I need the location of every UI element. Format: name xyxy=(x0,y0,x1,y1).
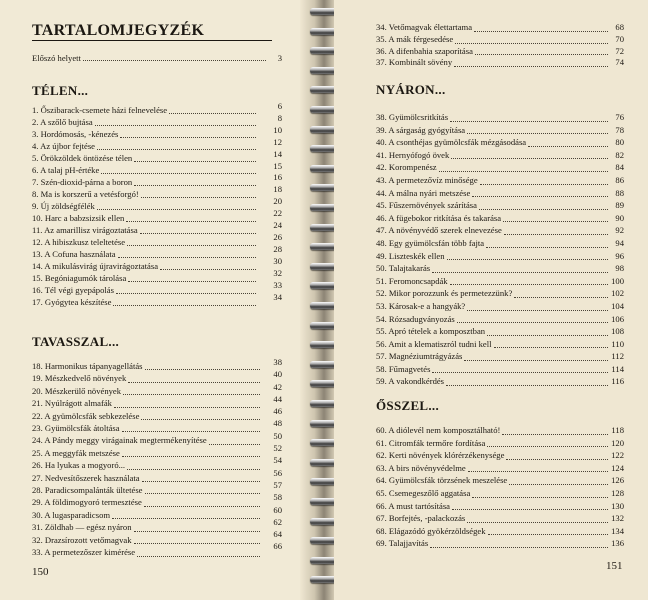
toc-entry-page: 30 xyxy=(273,255,282,266)
toc-entry-title: 16. Tél végi gyepápolás xyxy=(32,285,114,295)
dot-leader xyxy=(101,165,256,174)
toc-entry-title: 48. Egy gyümölcsfán több fajta xyxy=(376,237,485,248)
toc-entry xyxy=(376,375,624,388)
toc-entry-page: 50 xyxy=(273,430,282,441)
dot-leader xyxy=(457,314,608,323)
dot-leader xyxy=(464,352,608,361)
toc-entry-page: 15 xyxy=(273,160,282,171)
dot-leader xyxy=(134,523,260,532)
dot-leader xyxy=(95,117,256,126)
toc-entry xyxy=(32,360,262,372)
toc-entry-title: 14. A mikulásvirág újravirágoztatása xyxy=(32,261,159,271)
toc-entry-page: 114 xyxy=(611,363,624,374)
section-title-summer: NYÁRON... xyxy=(376,82,446,97)
dot-leader xyxy=(83,52,266,61)
toc-entry-page: 18 xyxy=(273,184,282,195)
dot-leader xyxy=(430,539,608,548)
toc-entry-title: 62. Kerti növények klórérzékenysége xyxy=(376,450,505,461)
toc-entry-page: 94 xyxy=(615,237,624,248)
toc-entry-page: 104 xyxy=(611,300,624,311)
toc-entry-title: 61. Citromfák termőre fordítása xyxy=(376,437,486,448)
toc-entry xyxy=(32,296,258,308)
toc-entry-page: 126 xyxy=(611,475,624,486)
dot-leader xyxy=(114,399,260,408)
toc-entry-page: 76 xyxy=(615,112,624,122)
dot-leader xyxy=(475,46,608,55)
dot-leader xyxy=(487,438,608,447)
toc-entry-title: 20. Mészkerülő növények xyxy=(32,385,122,396)
page-column-spring xyxy=(262,356,282,553)
toc-entry-title: 28. Paradicsompalánták ültetése xyxy=(32,485,143,496)
toc-entry-title: 7. Szén-dioxid-párna a boron xyxy=(32,177,133,187)
dot-leader xyxy=(116,285,256,294)
toc-entry-title: 4. Az újbor fejtése xyxy=(32,141,96,151)
toc-entry-page: 122 xyxy=(611,450,624,461)
toc-entry-page: 98 xyxy=(615,263,624,274)
toc-entry-title: 59. A vakondkérdés xyxy=(376,376,445,387)
toc-entry-page: 62 xyxy=(273,516,282,527)
toc-entry-title: 12. A hibiszkusz teleltetése xyxy=(32,237,126,247)
toc-entry xyxy=(32,236,258,248)
dot-leader xyxy=(488,526,608,535)
toc-entry-page: 90 xyxy=(615,212,624,223)
toc-entry-title: 31. Zöldhab — egész nyáron xyxy=(32,522,132,533)
toc-entry xyxy=(32,534,262,546)
toc-entry-page: 52 xyxy=(273,443,282,454)
toc-entry xyxy=(376,500,624,513)
toc-entry xyxy=(376,237,624,250)
toc-entry xyxy=(376,474,624,487)
toc-entry-title: 69. Talajjavítás xyxy=(376,538,429,549)
toc-entry-title: 52. Mikor porozzunk és permetezzünk? xyxy=(376,288,513,299)
dot-leader xyxy=(504,226,608,235)
dot-leader xyxy=(446,377,608,386)
toc-entry xyxy=(376,174,624,187)
toc-entry-title: 54. Rózsadugványozás xyxy=(376,313,455,324)
toc-entry-title: 49. Liszteskék ellen xyxy=(376,250,445,261)
toc-entry-title: 6. A talaj pH-értéke xyxy=(32,165,100,175)
toc-entry-page: 102 xyxy=(611,288,624,299)
toc-entry xyxy=(32,224,258,236)
toc-entry-page: 34 xyxy=(273,291,282,302)
dot-leader xyxy=(528,138,608,147)
dot-leader xyxy=(134,153,256,162)
dot-leader xyxy=(160,261,256,270)
toc-entry-page: 32 xyxy=(273,267,282,278)
toc-entry-page: 57 xyxy=(273,479,282,490)
dot-leader xyxy=(145,361,261,370)
toc-entry xyxy=(32,434,262,446)
toc-entry xyxy=(32,176,258,188)
toc-entry xyxy=(376,111,624,124)
toc-entry xyxy=(32,284,258,296)
toc-entry-page: 44 xyxy=(273,393,282,404)
toc-entry-title: 67. Borfejtés, -palackozás xyxy=(376,513,466,524)
toc-entry-title: 1. Őszibarack-csemete házi felnevelése xyxy=(32,105,168,115)
toc-entry xyxy=(376,161,624,174)
toc-entry xyxy=(32,152,258,164)
toc-entry xyxy=(376,250,624,263)
toc-entry xyxy=(376,187,624,200)
toc-entry xyxy=(376,449,624,462)
toc-entry xyxy=(376,462,624,475)
toc-entry xyxy=(376,124,624,137)
toc-entry-page: 72 xyxy=(615,45,624,56)
toc-entry xyxy=(32,422,262,434)
toc-entry xyxy=(32,397,262,409)
toc-entry xyxy=(32,447,262,459)
toc-entry-page: 68 xyxy=(615,22,624,32)
toc-entry xyxy=(32,546,262,558)
foreword-entry xyxy=(32,52,282,63)
toc-entry-title: 47. A növényvédő szerek elnevezése xyxy=(376,225,502,236)
dot-leader xyxy=(454,58,608,67)
dot-leader xyxy=(123,386,260,395)
toc-entry-page: 86 xyxy=(615,174,624,185)
toc-entry-page: 8 xyxy=(277,112,282,123)
toc-entry-title: 21. Nyúlrágott almafák xyxy=(32,398,112,409)
toc-entry-page: 26 xyxy=(273,231,282,242)
toc-entry-title: 45. Fűszernövények szárítása xyxy=(376,200,477,211)
toc-entry xyxy=(32,472,262,484)
toc-entry-title: 34. Vetőmagvak élettartama xyxy=(376,22,473,32)
toc-entry-title: 36. A difenbahia szaporítása xyxy=(376,45,473,56)
toc-entry-title: 43. A permetezővíz minősége xyxy=(376,174,478,185)
toc-entry-page: 96 xyxy=(615,250,624,261)
toc-entry xyxy=(376,224,624,237)
toc-entry-title: 11. Az amarillisz virágoztatása xyxy=(32,225,138,235)
toc-entry-title: 60. A diólevél nem komposztálható! xyxy=(376,425,501,435)
toc-entry xyxy=(376,350,624,363)
dot-leader xyxy=(514,289,608,298)
toc-entry-title: 8. Ma is korszerű a vetésforgó! xyxy=(32,189,139,199)
toc-entry-page: 56 xyxy=(273,467,282,478)
toc-list-winter xyxy=(32,104,258,308)
toc-entry-page: 64 xyxy=(273,529,282,540)
dot-leader xyxy=(141,411,260,420)
toc-entry-page: 80 xyxy=(615,137,624,148)
section-title-winter: TÉLEN... xyxy=(32,83,89,98)
dot-leader xyxy=(503,213,608,222)
toc-entry-title: 32. Drazsírozott vetőmagvak xyxy=(32,534,132,545)
toc-entry-page: 70 xyxy=(615,33,624,44)
toc-entry xyxy=(32,52,282,63)
toc-entry xyxy=(376,363,624,376)
toc-entry xyxy=(32,385,262,397)
toc-entry xyxy=(32,188,258,200)
section-title-spring: TAVASSZAL... xyxy=(32,334,120,349)
toc-list-summer xyxy=(376,111,624,388)
dot-leader xyxy=(467,514,608,523)
toc-entry-title: 18. Harmonikus tápanyagellátás xyxy=(32,361,143,371)
toc-entry xyxy=(32,104,258,116)
dot-leader xyxy=(120,129,256,138)
toc-entry-page: 16 xyxy=(273,172,282,183)
toc-entry-title: 57. Magnéziumtrágyázás xyxy=(376,351,463,362)
toc-entry-title: 68. Elágazódó gyökérzöldségek xyxy=(376,525,486,536)
dot-leader xyxy=(472,188,608,197)
toc-entry-title: 13. A Cofuna használata xyxy=(32,249,116,259)
toc-entry-page: 88 xyxy=(615,187,624,198)
toc-entry xyxy=(32,140,258,152)
toc-entry-title: 66. A must tartósítása xyxy=(376,500,450,511)
toc-entry xyxy=(376,199,624,212)
dot-leader xyxy=(502,426,608,435)
dot-leader xyxy=(480,176,608,185)
dot-leader xyxy=(472,489,608,498)
toc-entry-page: 116 xyxy=(611,376,624,387)
dot-leader xyxy=(141,189,256,198)
toc-entry-page: 24 xyxy=(273,220,282,231)
toc-entry-page: 48 xyxy=(273,418,282,429)
toc-entry xyxy=(376,57,624,69)
dot-leader xyxy=(467,302,608,311)
toc-entry xyxy=(32,496,262,508)
toc-entry xyxy=(376,275,624,288)
toc-entry-title: 9. Új zöldségfélék xyxy=(32,201,95,211)
dot-leader xyxy=(128,374,260,383)
toc-entry xyxy=(32,372,262,384)
toc-list-summer-continued xyxy=(376,22,624,69)
toc-entry xyxy=(376,313,624,326)
toc-entry xyxy=(376,262,624,275)
toc-entry-page: 130 xyxy=(611,500,624,511)
toc-entry-title: 2. A szőlő bujtása xyxy=(32,117,93,127)
right-page xyxy=(334,0,648,600)
toc-entry-page: 124 xyxy=(611,462,624,473)
dot-leader xyxy=(122,423,260,432)
toc-entry-title: 51. Feromoncsapdák xyxy=(376,275,448,286)
toc-entry-page: 33 xyxy=(273,279,282,290)
toc-entry xyxy=(376,46,624,58)
dot-leader xyxy=(452,501,608,510)
toc-entry xyxy=(376,22,624,34)
toc-entry-page: 120 xyxy=(611,437,624,448)
toc-entry xyxy=(32,509,262,521)
toc-entry-title: 26. Ha lyukas a mogyoró... xyxy=(32,460,126,471)
toc-entry xyxy=(376,512,624,525)
dot-leader xyxy=(494,339,608,348)
toc-entry-title: 46. A fügebokor ritkítása és takarása xyxy=(376,212,502,223)
dot-leader xyxy=(450,113,608,122)
dot-leader xyxy=(145,485,261,494)
toc-entry-page: 42 xyxy=(273,381,282,392)
page-title: TARTALOMJEGYZÉK xyxy=(32,22,205,39)
toc-entry-title: 50. Talajtakarás xyxy=(376,263,431,274)
dot-leader xyxy=(137,548,260,557)
dot-leader xyxy=(509,476,608,485)
toc-entry-page: 106 xyxy=(611,313,624,324)
toc-entry xyxy=(376,300,624,313)
toc-entry-page: 132 xyxy=(611,513,624,524)
toc-entry xyxy=(376,537,624,550)
toc-entry-title: 17. Gyógytea készítése xyxy=(32,297,112,307)
toc-entry xyxy=(32,128,258,140)
toc-entry xyxy=(32,272,258,284)
toc-entry-title: 29. A földimogyoró termesztése xyxy=(32,497,142,508)
toc-entry-page: 46 xyxy=(273,406,282,417)
toc-entry xyxy=(32,116,258,128)
dot-leader xyxy=(127,461,260,470)
left-page xyxy=(0,0,314,600)
toc-entry-page: 14 xyxy=(273,148,282,159)
toc-entry xyxy=(376,437,624,450)
dot-leader xyxy=(126,213,256,222)
toc-entry-page: 136 xyxy=(611,538,624,549)
dot-leader xyxy=(432,364,608,373)
toc-entry-page: 108 xyxy=(611,326,624,337)
toc-entry-title: 44. A málna nyári metszése xyxy=(376,187,471,198)
dot-leader xyxy=(479,201,608,210)
toc-entry-title: 10. Harc a babzsizsik ellen xyxy=(32,213,125,223)
toc-entry xyxy=(32,212,258,224)
toc-entry-title: 33. A permetezőszer kimérése xyxy=(32,547,136,558)
toc-list-spring xyxy=(32,360,262,559)
dot-leader xyxy=(97,141,256,150)
toc-entry-title: 23. Gyümölcsfák átoltása xyxy=(32,423,120,434)
toc-entry-page: 22 xyxy=(273,208,282,219)
dot-leader xyxy=(122,448,260,457)
toc-entry-title: 35. A mák férgesedése xyxy=(376,33,454,44)
dot-leader xyxy=(468,463,608,472)
toc-entry-page: 10 xyxy=(273,124,282,135)
toc-entry-page: 89 xyxy=(615,200,624,211)
dot-leader xyxy=(97,201,256,210)
toc-entry xyxy=(376,487,624,500)
dot-leader xyxy=(209,436,260,445)
toc-entry-page: 20 xyxy=(273,196,282,207)
dot-leader xyxy=(140,225,256,234)
toc-entry-page: 3 xyxy=(277,53,282,63)
toc-entry-title: 38. Gyümölcsritkítás xyxy=(376,112,449,122)
toc-entry-title: 15. Begóniagumók tárolása xyxy=(32,273,127,283)
page-number-left: 150 xyxy=(32,566,49,578)
toc-entry-title: 25. A meggyfák metszése xyxy=(32,447,120,458)
toc-entry-page: 38 xyxy=(273,357,282,367)
toc-entry-page: 112 xyxy=(611,351,624,362)
toc-entry xyxy=(32,459,262,471)
toc-entry-page: 128 xyxy=(611,487,624,498)
dot-leader xyxy=(474,23,608,32)
toc-entry-title: 27. Nedvesítőszerek használata xyxy=(32,472,140,483)
toc-entry xyxy=(376,325,624,338)
toc-entry-page: 74 xyxy=(615,57,624,68)
toc-entry-title: 64. Gyümölcsfák törzsének meszelése xyxy=(376,475,508,486)
toc-entry-page: 92 xyxy=(615,225,624,236)
toc-entry xyxy=(32,484,262,496)
toc-entry-title: 19. Mészkedvelő növények xyxy=(32,373,127,384)
toc-entry-title: 56. Amit a klematiszról tudni kell xyxy=(376,338,492,349)
toc-entry xyxy=(376,149,624,162)
dot-leader xyxy=(128,273,256,282)
toc-entry-page: 28 xyxy=(273,243,282,254)
dot-leader xyxy=(450,276,608,285)
toc-entry-page: 84 xyxy=(615,162,624,173)
dot-leader xyxy=(118,249,256,258)
toc-entry-page: 6 xyxy=(277,101,282,111)
title-underline xyxy=(32,40,272,41)
toc-entry xyxy=(376,287,624,300)
section-title-autumn: ŐSSZEL... xyxy=(376,398,440,413)
toc-entry-title: 22. A gyümölcsfák sebkezelése xyxy=(32,410,140,421)
dot-leader xyxy=(486,239,608,248)
toc-entry-title: 58. Fűmagvetés xyxy=(376,363,431,374)
page-column-winter xyxy=(262,101,282,303)
toc-entry-title: Előszó helyett xyxy=(32,53,81,63)
toc-entry xyxy=(32,260,258,272)
toc-entry xyxy=(376,136,624,149)
toc-entry xyxy=(32,164,258,176)
toc-entry-title: 40. A csonthéjas gyümölcsfák mézgásodása xyxy=(376,137,527,148)
toc-entry-page: 100 xyxy=(611,275,624,286)
toc-entry-title: 55. Apró tételek a komposztban xyxy=(376,326,486,337)
toc-entry xyxy=(32,200,258,212)
dot-leader xyxy=(451,150,608,159)
page-number-right: 151 xyxy=(606,560,623,572)
toc-entry xyxy=(32,248,258,260)
toc-entry-page: 66 xyxy=(273,541,282,552)
toc-entry-page: 82 xyxy=(615,149,624,160)
toc-list-autumn xyxy=(376,424,624,550)
toc-entry-page: 54 xyxy=(273,455,282,466)
toc-entry-title: 42. Korompenész xyxy=(376,162,437,173)
dot-leader xyxy=(432,264,608,273)
toc-entry-page: 110 xyxy=(611,338,624,349)
toc-entry-title: 5. Örökzöldek öntözése télen xyxy=(32,153,133,163)
toc-entry xyxy=(376,34,624,46)
dot-leader xyxy=(455,35,608,44)
toc-entry-title: 39. A sárgaság gyógyítása xyxy=(376,124,466,135)
dot-leader xyxy=(113,297,256,306)
toc-entry-title: 30. A lugasparadicsom xyxy=(32,509,111,520)
toc-entry-page: 118 xyxy=(611,425,624,435)
toc-entry xyxy=(32,521,262,533)
toc-entry-title: 37. Kombinált sövény xyxy=(376,57,453,68)
dot-leader xyxy=(487,327,608,336)
toc-entry-page: 12 xyxy=(273,136,282,147)
toc-entry-title: 53. Károsak-e a hangyák? xyxy=(376,300,466,311)
dot-leader xyxy=(142,473,260,482)
dot-leader xyxy=(467,125,608,134)
toc-entry-title: 63. A birs növényvédelme xyxy=(376,462,466,473)
toc-entry-page: 40 xyxy=(273,369,282,380)
toc-entry xyxy=(32,410,262,422)
dot-leader xyxy=(112,510,260,519)
toc-entry-title: 41. Hernyófogó övek xyxy=(376,149,450,160)
toc-entry xyxy=(376,525,624,538)
dot-leader xyxy=(144,498,260,507)
dot-leader xyxy=(127,237,256,246)
toc-entry xyxy=(376,338,624,351)
dot-leader xyxy=(506,451,608,460)
toc-entry-title: 3. Hordómosás, -kénezés xyxy=(32,129,119,139)
dot-leader xyxy=(169,105,256,114)
toc-entry-title: 65. Csemegeszőlő aggatása xyxy=(376,487,471,498)
dot-leader xyxy=(447,251,609,260)
toc-entry xyxy=(376,424,624,437)
toc-entry-page: 78 xyxy=(615,124,624,135)
dot-leader xyxy=(439,163,608,172)
toc-entry-page: 58 xyxy=(273,492,282,503)
toc-entry-page: 60 xyxy=(273,504,282,515)
toc-entry-page: 134 xyxy=(611,525,624,536)
dot-leader xyxy=(134,535,260,544)
toc-entry xyxy=(376,212,624,225)
dot-leader xyxy=(134,177,256,186)
toc-entry-title: 24. A Pándy meggy virágainak megtermékenyítése xyxy=(32,435,207,446)
